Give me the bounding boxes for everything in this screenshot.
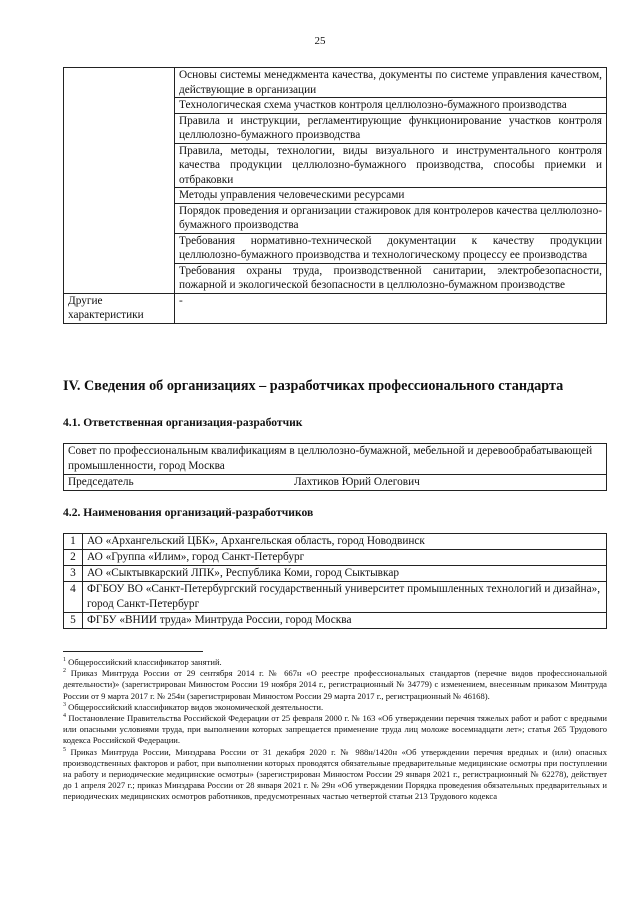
knowledge-item: Порядок проведения и организации стажировок для контролеров качества целлюлозно-бумажного производства xyxy=(175,203,607,233)
table-row xyxy=(64,68,607,98)
table-row xyxy=(64,582,607,613)
other-characteristics-label: Другие характеристики xyxy=(64,293,175,323)
knowledge-item: Правила, методы, технологии, виды визуального и инструментального контроля качества продукции целлюлозно-бумажного производства, способы приемки и отбраковки xyxy=(175,143,607,188)
footnotes xyxy=(63,657,607,803)
chair-name: Лахтиков Юрий Олегович xyxy=(294,476,420,488)
knowledge-item: Основы системы менеджмента качества, документы по системе управления качеством, действующие в организации xyxy=(175,68,607,98)
footnote-text: Приказ Минтруда России от 29 сентября 2014 г. № 667н «О реестре профессиональных стандартов (перечне видов профессиональной деятельности)» (зарегистрирован Минюстом России 19 ноября 2014 г., регистрационный № 34779) с изменением, внесенным приказом Минтруда России от 9 марта 2017 г. № 254н (зарегистрирован Минюстом России 29 марта 2017 г., регистрационный № 46168). xyxy=(63,668,608,701)
footnote xyxy=(63,713,607,747)
table-row xyxy=(64,534,607,550)
table-row xyxy=(64,566,607,582)
responsible-org-table xyxy=(63,443,607,491)
section-title: IV. Сведения об организациях – разработчиках профессионального стандарта xyxy=(63,378,564,394)
footnote-mark: 1 xyxy=(63,657,66,664)
footnote-mark: 3 xyxy=(63,701,66,708)
developer-name: ФГБОУ ВО «Санкт-Петербургский государственный университет промышленных технологий и дизайна», город Санкт-Петербург xyxy=(83,582,607,613)
developers-heading: 4.2. Наименования организаций-разработчиков xyxy=(63,506,314,519)
knowledge-item: Требования нормативно-технической документации к качеству продукции целлюлозно-бумажного производства и технологическому процессу ее производства xyxy=(175,233,607,263)
row-number: 5 xyxy=(64,613,83,629)
table-row xyxy=(64,293,607,323)
page-number: 25 xyxy=(314,35,326,47)
footnote-text: Постановление Правительства Российской Федерации от 25 февраля 2000 г. № 163 «Об утверждении перечня тяжелых работ и работ с вредными или опасными условиями труда, при выполнении которых запрещается применение труда лиц моложе восемнадцати лет»; статья 265 Трудового кодекса Российской Федерации. xyxy=(63,713,607,746)
footnote-mark: 2 xyxy=(63,668,66,675)
footnote-mark: 4 xyxy=(63,713,66,720)
table-row xyxy=(64,613,607,629)
developer-name: АО «Архангельский ЦБК», Архангельская область, город Новодвинск xyxy=(83,534,607,550)
footnote-text: Общероссийский классификатор видов экономической деятельности. xyxy=(68,701,324,712)
table-row xyxy=(64,550,607,566)
row-number: 4 xyxy=(64,582,83,613)
table-row xyxy=(64,475,607,491)
footnote xyxy=(63,668,607,702)
footnote xyxy=(63,702,607,713)
developer-name: АО «Группа «Илим», город Санкт-Петербург xyxy=(83,550,607,566)
developers-table xyxy=(63,533,607,629)
row-number: 2 xyxy=(64,550,83,566)
responsible-org-heading: 4.1. Ответственная организация-разработчик xyxy=(63,416,303,429)
knowledge-item: Требования охраны труда, производственной санитарии, электробезопасности, пожарной и экологической безопасности в целлюлозно-бумажном производстве xyxy=(175,263,607,293)
table-row xyxy=(64,444,607,475)
row-number: 3 xyxy=(64,566,83,582)
footnote-text: Приказ Минтруда России, Минздрава России от 31 декабря 2020 г. № 988н/1420н «Об утверждении перечня вредных и (или) опасных производственных факторов и работ, при выполнении которых проводятся обязательные предварительные медицинские осмотры при поступлении на работу и периодические медицинские осмотры» (зарегистрирован Минюстом России 29 января 2021 г., регистрационный № 62278), действует до 1 апреля 2027 г.; приказ Минздрава России от 28 января 2021 г. № 29н «Об утверждении Порядка проведения обязательных предварительных и периодических медицинских осмотров работников, предусмотренных частью четвертой статьи 213 Трудового кодекса xyxy=(63,746,607,802)
empty-label-cell xyxy=(64,68,175,294)
developer-name: АО «Сыктывкарский ЛПК», Республика Коми, город Сыктывкар xyxy=(83,566,607,582)
responsible-org-name: Совет по профессиональным квалификациям в целлюлозно-бумажной, мебельной и деревообрабатывающей промышленности, город Москва xyxy=(64,444,607,475)
knowledge-item: Методы управления человеческими ресурсами xyxy=(175,188,607,204)
footnote-mark: 5 xyxy=(63,746,66,753)
other-characteristics-value: - xyxy=(175,293,607,323)
knowledge-item: Технологическая схема участков контроля целлюлозно-бумажного производства xyxy=(175,98,607,114)
footnote-divider xyxy=(63,651,203,652)
footnote-text: Общероссийский классификатор занятий. xyxy=(68,657,222,667)
row-number: 1 xyxy=(64,534,83,550)
footnote xyxy=(63,657,607,668)
developer-name: ФГБУ «ВНИИ труда» Минтруда России, город Москва xyxy=(83,613,607,629)
footnote xyxy=(63,747,607,803)
knowledge-item: Правила и инструкции, регламентирующие функционирование участков контроля целлюлозно-бумажного производства xyxy=(175,113,607,143)
chair-label: Председатель xyxy=(68,476,134,488)
necessary-knowledge-table xyxy=(63,67,607,324)
